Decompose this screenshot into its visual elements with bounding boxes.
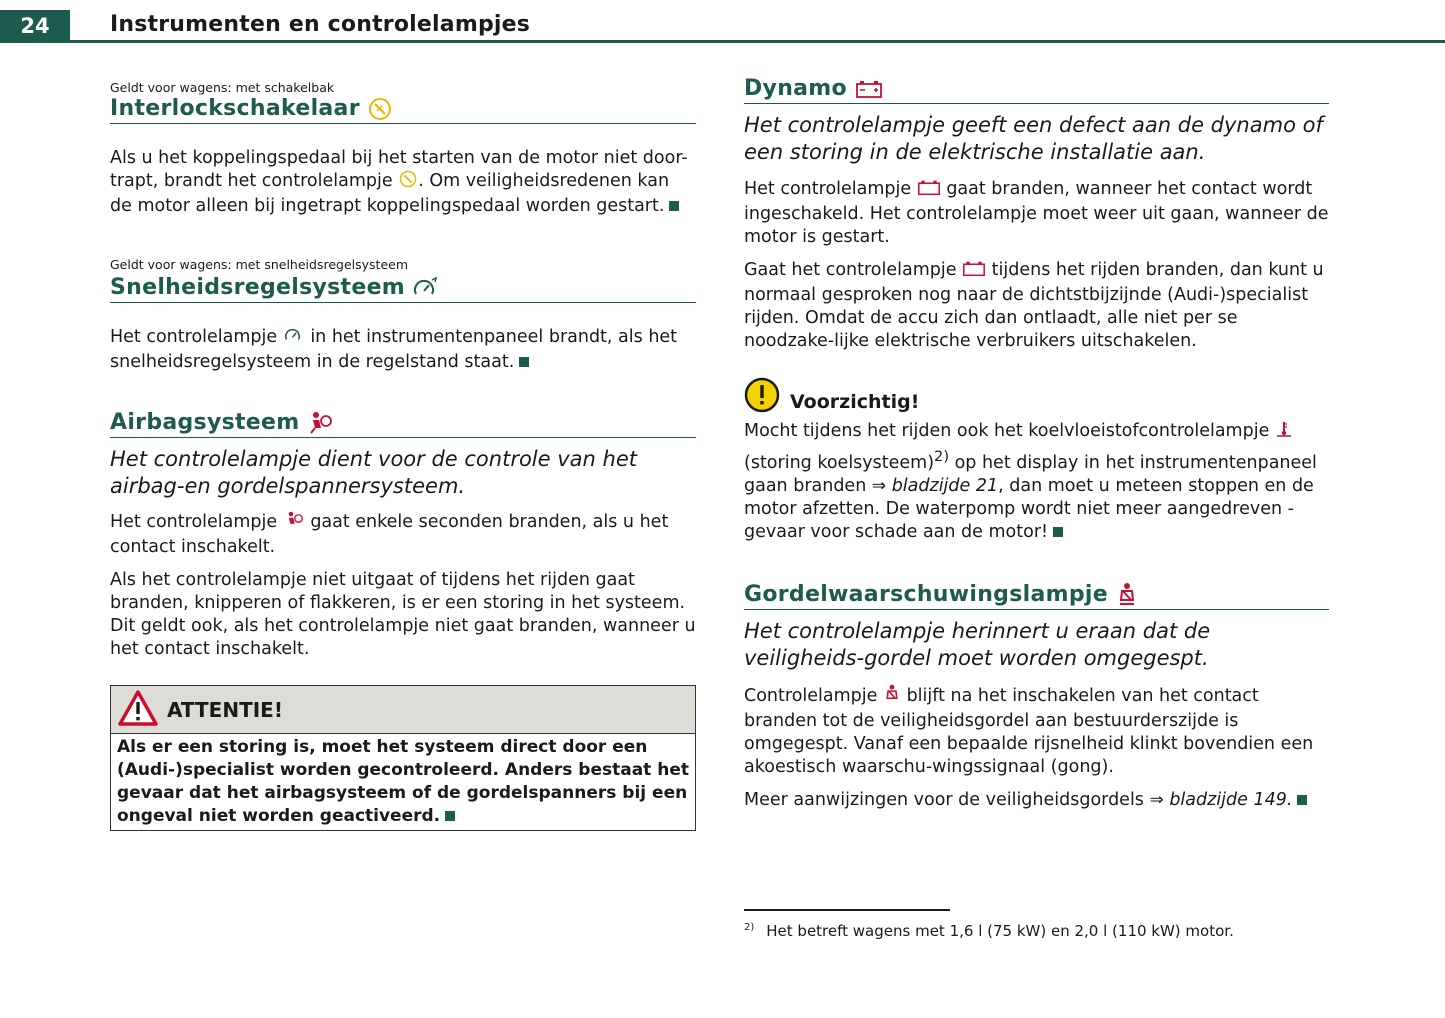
footnote xyxy=(744,922,1234,940)
page-title: Instrumenten en controlelampjes xyxy=(110,12,531,37)
left-column xyxy=(110,60,696,831)
section-heading xyxy=(744,76,1329,104)
text-run: (storing koelsysteem) xyxy=(744,452,935,473)
lead-text: Het controlelampje herinnert u eraan dat de veiligheids-gordel moet worden omgegespt. xyxy=(744,618,1211,670)
text-run: blijft na het inschakelen van het contact branden tot de veiligheidsgordel aan bestuurderszijde is omgegespt. Vanaf een bepaalde rijsnelheid klinkt bovendien een akoestisch waarschu-wingssignaal (gong). xyxy=(744,685,1314,777)
text-run: Controlelampje xyxy=(744,685,878,706)
body-paragraph xyxy=(744,420,1329,544)
interlock-icon xyxy=(398,170,418,195)
airbag-icon xyxy=(307,411,333,435)
text-run: Het controlelampje xyxy=(744,179,912,199)
heading-text: Dynamo xyxy=(744,76,847,101)
end-mark-icon xyxy=(1297,795,1307,805)
body-paragraph xyxy=(744,259,1329,353)
section-interlock xyxy=(110,80,696,218)
end-mark-icon xyxy=(445,811,455,821)
arrow-right-icon: ⇒ xyxy=(871,475,887,496)
attention-box xyxy=(110,685,696,831)
text-run: op het display in het instrumentenpaneel gaan branden xyxy=(744,452,1317,496)
section-seatbelt xyxy=(744,582,1329,812)
text-run: gaat enkele seconden branden, als u het contact inschakelt. xyxy=(110,512,669,557)
applies-note: Geldt voor wagens: met schakelbak xyxy=(110,80,335,95)
caution-title: Voorzichtig! xyxy=(790,391,920,413)
section-heading xyxy=(110,410,696,438)
heading-text: Interlockschakelaar xyxy=(110,96,360,121)
section-heading xyxy=(110,96,696,124)
section-heading xyxy=(110,275,696,303)
warning-triangle-icon xyxy=(117,689,159,731)
section-cruise-control xyxy=(110,257,696,374)
text-run: in het instrumentenpaneel brandt, als het snelheidsregelsysteem in de regelstand staat. xyxy=(110,327,678,372)
seatbelt-icon xyxy=(883,684,901,710)
heading-text: Airbagsysteem xyxy=(110,410,300,435)
applies-note: Geldt voor wagens: met snelheidsregelsysteem xyxy=(110,257,408,272)
cruise-control-icon xyxy=(283,326,305,351)
text-run: , dan moet u meteen stoppen en de motor afzetten. De waterpomp wordt niet meer aangedreven - gevaar voor schade aan de motor! xyxy=(744,475,1314,542)
text-run: Als u het koppelingspedaal bij het starten van de motor niet door-trapt, brandt het controlelampje xyxy=(110,148,688,191)
caution-box xyxy=(744,377,1329,544)
text-run: gaat branden, wanneer het contact wordt ingeschakeld. Het controlelampje moet weer uit gaan, wanneer de motor is gestart. xyxy=(744,179,1329,247)
body-paragraph xyxy=(110,326,696,374)
footnote-rule xyxy=(744,909,950,911)
text-run: Het controlelampje xyxy=(110,512,278,532)
header-rule xyxy=(0,40,1445,43)
battery-icon xyxy=(855,79,883,99)
lead-text: Het controlelampje dient voor de controle van het airbag-en gordelspannersysteem. xyxy=(110,447,637,498)
text-run: Meer aanwijzingen voor de veiligheidsgordels xyxy=(744,789,1144,810)
right-column xyxy=(744,60,1329,812)
heading-text: Gordelwaarschuwingslampje xyxy=(744,581,1108,607)
cruise-control-icon xyxy=(413,276,439,300)
attention-body xyxy=(111,734,695,830)
battery-icon xyxy=(917,179,941,203)
text-run: Gaat het controlelampje xyxy=(744,260,957,280)
body-paragraph xyxy=(744,789,1329,812)
arrow-right-icon: ⇒ xyxy=(1149,789,1164,810)
body-paragraph: Als het controlelampje niet uitgaat of tijdens het rijden gaat branden, knipperen of flakkeren, is er een storing in het systeem. Dit geldt ook, als het controlelampje niet gaat branden, wanneer u het contact inschakelt. xyxy=(110,570,696,659)
section-heading xyxy=(744,582,1329,610)
footnote-ref: 2) xyxy=(934,448,950,465)
end-mark-icon xyxy=(669,201,679,211)
caution-header xyxy=(744,377,1329,417)
text-run: . Om veiligheidsredenen kan de motor alleen bij ingetrapt koppelingspedaal worden gestart. xyxy=(110,171,670,216)
caution-icon xyxy=(744,377,780,417)
attention-title: ATTENTIE! xyxy=(167,697,283,722)
section-dynamo xyxy=(744,76,1329,353)
text-run: Als er een storing is, moet het systeem direct door een (Audi-)specialist worden gecontroleerd. Anders bestaat het gevaar dat het airbagsysteem of de gordelspanners bij een ongeval niet worden geactiveerd. xyxy=(117,737,689,826)
body-paragraph xyxy=(744,178,1329,249)
lead-text: Het controlelampje geeft een defect aan de dynamo of een storing in de elektrische installatie aan. xyxy=(744,113,1323,164)
interlock-icon xyxy=(368,97,392,121)
text-run: Mocht tijdens het rijden ook het koelvloeistofcontrolelampje xyxy=(744,421,1270,441)
airbag-icon xyxy=(283,511,305,536)
body-paragraph xyxy=(110,147,696,218)
end-mark-icon xyxy=(1053,527,1063,537)
coolant-temperature-icon xyxy=(1275,420,1293,445)
seatbelt-icon xyxy=(1116,582,1138,606)
page-header xyxy=(0,0,1445,44)
body-paragraph xyxy=(110,511,696,559)
heading-text: Snelheidsregelsysteem xyxy=(110,275,406,300)
page-reference-link[interactable]: bladzijde 149. xyxy=(1169,789,1293,810)
section-airbag xyxy=(110,410,696,661)
text-run: Het controlelampje xyxy=(110,327,278,347)
page-reference-link[interactable]: bladzijde 21 xyxy=(891,475,999,496)
footnote-text: Het betreft wagens met 1,6 l (75 kW) en 2,0 l (110 kW) motor. xyxy=(766,922,1234,940)
footnote-mark: 2) xyxy=(744,922,755,933)
text-run: tijdens het rijden branden, dan kunt u normaal gesproken nog naar de dichtstbijzijnde (Audi-)specialist rijden. Omdat de accu zich dan ontlaadt, alle niet per se noodzake-lijke elektrische verbruikers uitschakelen. xyxy=(744,260,1324,351)
page-number: 24 xyxy=(0,10,70,42)
attention-header xyxy=(111,686,695,734)
body-paragraph xyxy=(744,684,1329,779)
end-mark-icon xyxy=(519,357,529,367)
battery-icon xyxy=(962,260,986,284)
